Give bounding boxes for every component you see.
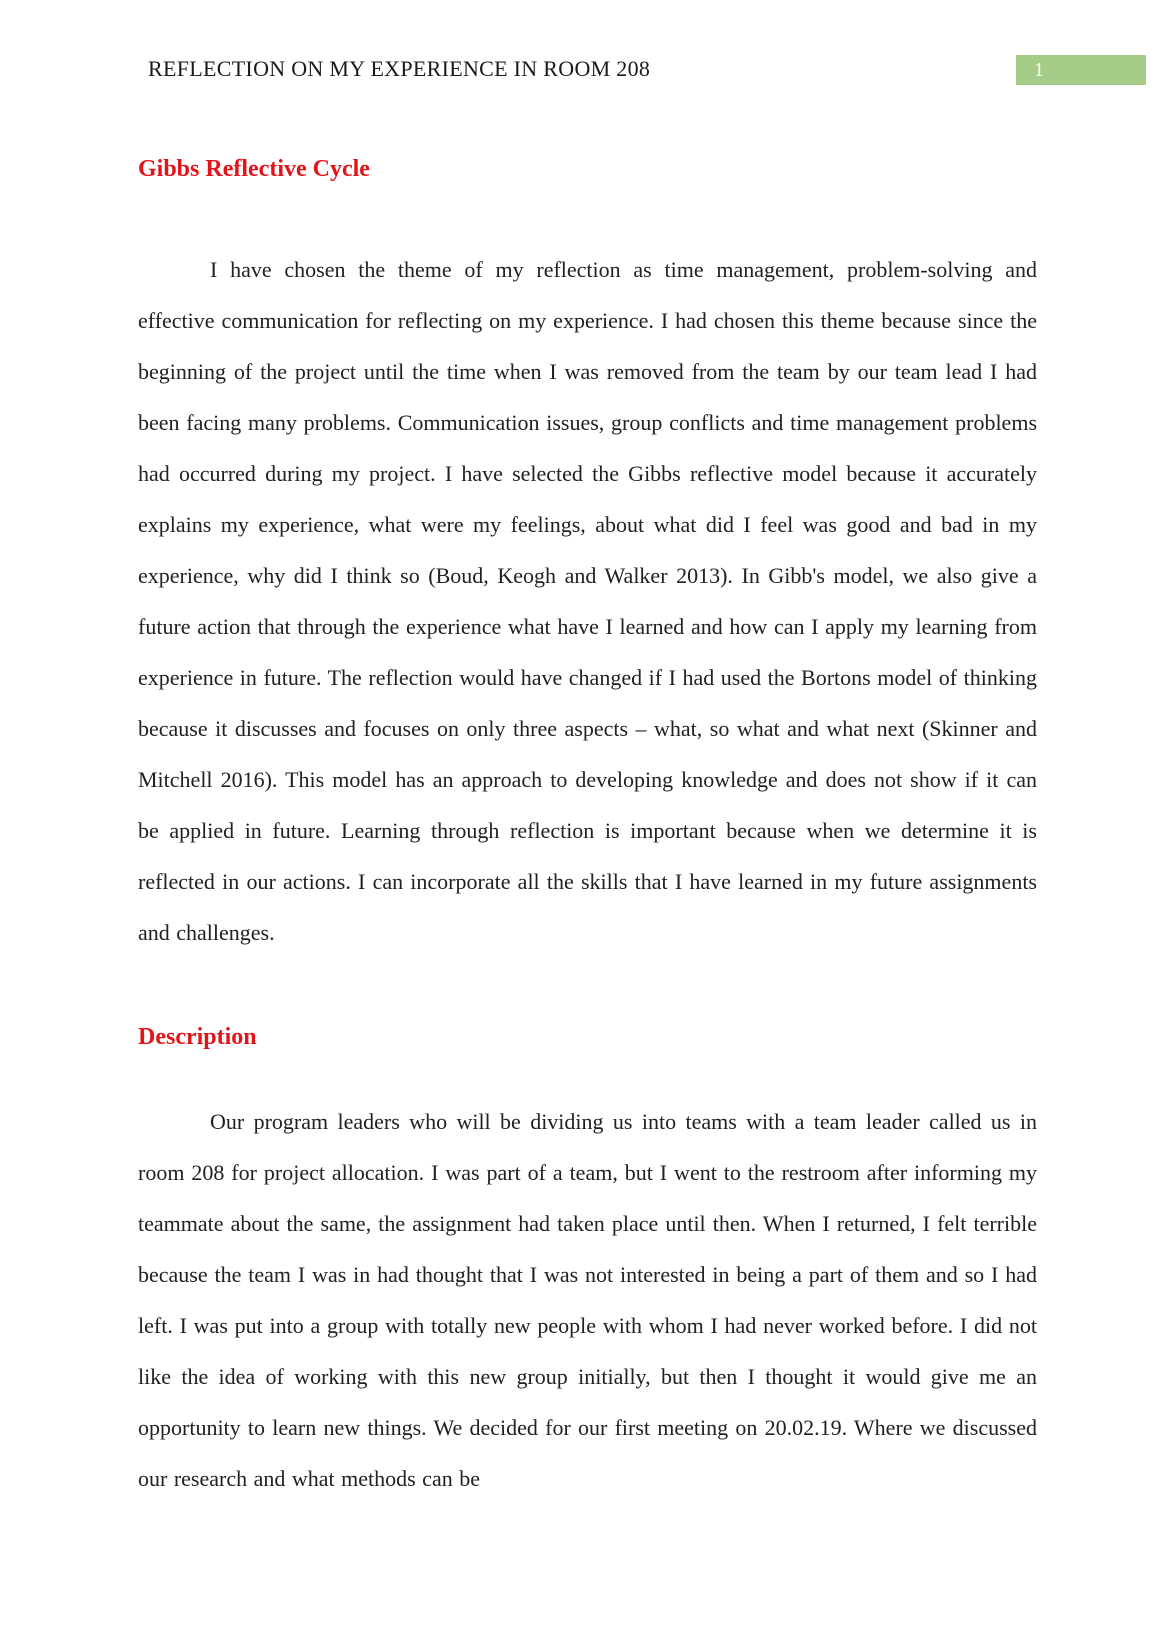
page-number-badge <box>1016 55 1146 85</box>
header-title: REFLECTION ON MY EXPERIENCE IN ROOM 208 <box>148 56 651 81</box>
section-heading-description: Description <box>138 1024 257 1050</box>
paragraph-description: Our program leaders who will be dividing us into teams with a team leader called us in room 208 for project allocation. I was part of a team, but I went to the restroom after informing my teammate about the same, the assignment had taken place until then. When I returned, I felt terrible because the team I was in had thought that I was not interested in being a part of them and so I had left. I was put into a group with totally new people with whom I had never worked before. I did not like the idea of working with this new group initially, but then I thought it would give me an opportunity to learn new things. We decided for our first meeting on 20.02.19. Where we discussed our research and what methods can be <box>138 1109 1037 1491</box>
page-number: 1 <box>1034 59 1044 81</box>
paragraph-gibbs-reflective-cycle: I have chosen the theme of my reflection as time management, problem-solving and effective communication for reflecting on my experience. I had chosen this theme because since the beginning of the project until the time when I was removed from the team by our team lead I had been facing many problems. Communication issues, group conflicts and time management problems had occurred during my project. I have selected the Gibbs reflective model because it accurately explains my experience, what were my feelings, about what did I feel was good and bad in my experience, why did I think so (Boud, Keogh and Walker 2013). In Gibb's model, we also give a future action that through the experience what have I learned and how can I apply my learning from experience in future. The reflection would have changed if I had used the Bortons model of thinking because it discusses and focuses on only three aspects – what, so what and what next (Skinner and Mitchell 2016). This model has an approach to developing knowledge and does not show if it can be applied in future. Learning through reflection is important because when we determine it is reflected in our actions. I can incorporate all the skills that I have learned in my future assignments and challenges. <box>138 257 1037 945</box>
section-heading-gibbs-reflective-cycle: Gibbs Reflective Cycle <box>138 156 370 182</box>
